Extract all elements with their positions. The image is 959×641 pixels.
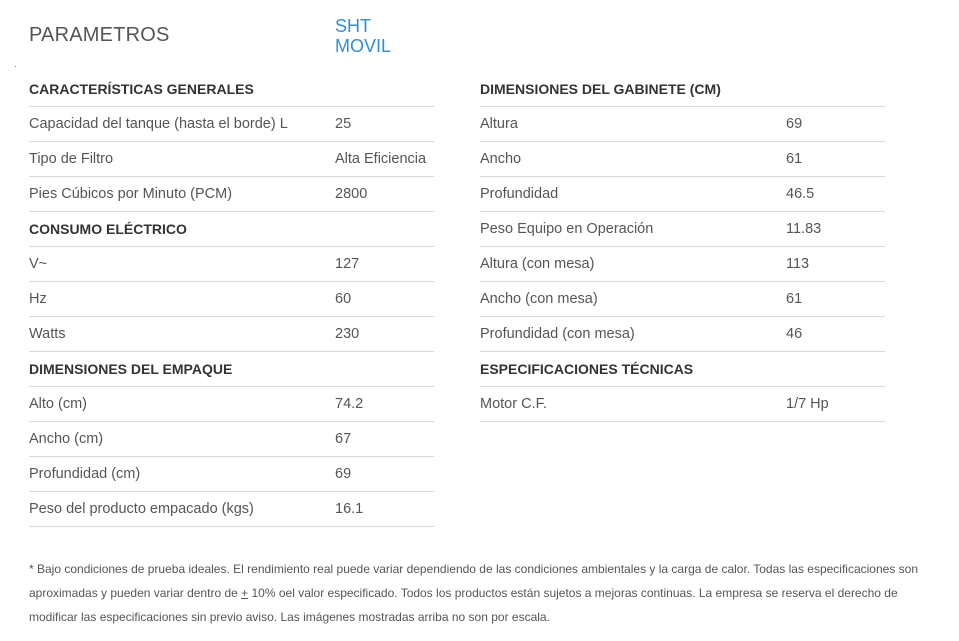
plus-minus-symbol: + [241,586,249,600]
spec-label: Tipo de Filtro [29,151,114,167]
spec-value: 16.1 [335,501,364,517]
spec-value: 1/7 Hp [786,396,829,412]
spec-label: Peso Equipo en Operación [480,221,654,237]
spec-row [29,422,434,457]
spec-value: 46 [786,326,803,342]
spec-row [29,387,434,422]
spec-value: 230 [335,326,360,342]
spec-label: Altura (con mesa) [480,256,595,272]
product-name [335,16,391,56]
spec-label: Hz [29,291,47,307]
product-name-line2: MOVIL [335,36,392,56]
specs-right-column [480,72,885,422]
spec-label: Ancho (cm) [29,431,104,447]
spec-row [29,282,434,317]
section-header: CONSUMO ELÉCTRICO [29,212,434,247]
spec-label: Profundidad [480,186,559,202]
page-title: PARAMETROS [29,24,170,46]
spec-label: Profundidad (con mesa) [480,326,635,342]
spec-label: Watts [29,326,66,342]
spec-value: 61 [786,291,803,307]
spec-value: 61 [786,151,803,167]
spec-label: Capacidad del tanque (hasta el borde) L [29,116,288,132]
spec-label: Ancho [480,151,522,167]
spec-label: Ancho (con mesa) [480,291,598,307]
spec-value: 67 [335,431,352,447]
product-name-line1: SHT [335,16,371,36]
spec-label: Profundidad (cm) [29,466,141,482]
spec-label: Peso del producto empacado (kgs) [29,501,254,517]
spec-row [480,212,885,247]
spec-value: 69 [335,466,352,482]
spec-label: Pies Cúbicos por Minuto (PCM) [29,186,233,202]
spec-row [29,177,434,212]
spec-value: 69 [786,116,803,132]
spec-label: V~ [29,256,48,272]
decorative-dot [15,66,16,67]
section-header: DIMENSIONES DEL EMPAQUE [29,352,434,387]
spec-value: 74.2 [335,396,364,412]
spec-row [480,387,885,422]
spec-row [480,317,885,352]
spec-row [29,107,434,142]
spec-value: Alta Eficiencia [335,151,427,167]
spec-row [29,247,434,282]
spec-row [480,282,885,317]
specs-left-column [29,72,434,527]
spec-label: Motor C.F. [480,396,547,412]
section-header: DIMENSIONES DEL GABINETE (CM) [480,72,885,107]
spec-row [29,142,434,177]
spec-value: 46.5 [786,186,815,202]
section-header: ESPECIFICACIONES TÉCNICAS [480,352,885,387]
spec-row [29,457,434,492]
footnote: * Bajo condiciones de prueba ideales. El rendimiento real puede variar dependiendo de las condiciones ambientales y la carga de calor. Todas las especificaciones son aproximadas y pueden variar dentro de + 10% oel valor especificado. Todos los productos están sujetos a mejoras continuas. La empresa se reserva el derecho de modificar las especificaciones sin previo aviso. Las imágenes mostradas arriba no son por escala. [29,562,919,624]
spec-value: 60 [335,291,352,307]
spec-row [480,177,885,212]
spec-row [480,142,885,177]
spec-value: 25 [335,116,352,132]
spec-row [480,107,885,142]
spec-value: 113 [786,256,810,272]
spec-label: Alto (cm) [29,396,87,412]
spec-value: 11.83 [786,221,822,237]
spec-value: 2800 [335,186,368,202]
spec-row [29,317,434,352]
spec-row [480,247,885,282]
spec-label: Altura [480,116,518,132]
spec-row [29,492,434,527]
section-header: CARACTERÍSTICAS GENERALES [29,72,434,107]
spec-value: 127 [335,256,360,272]
